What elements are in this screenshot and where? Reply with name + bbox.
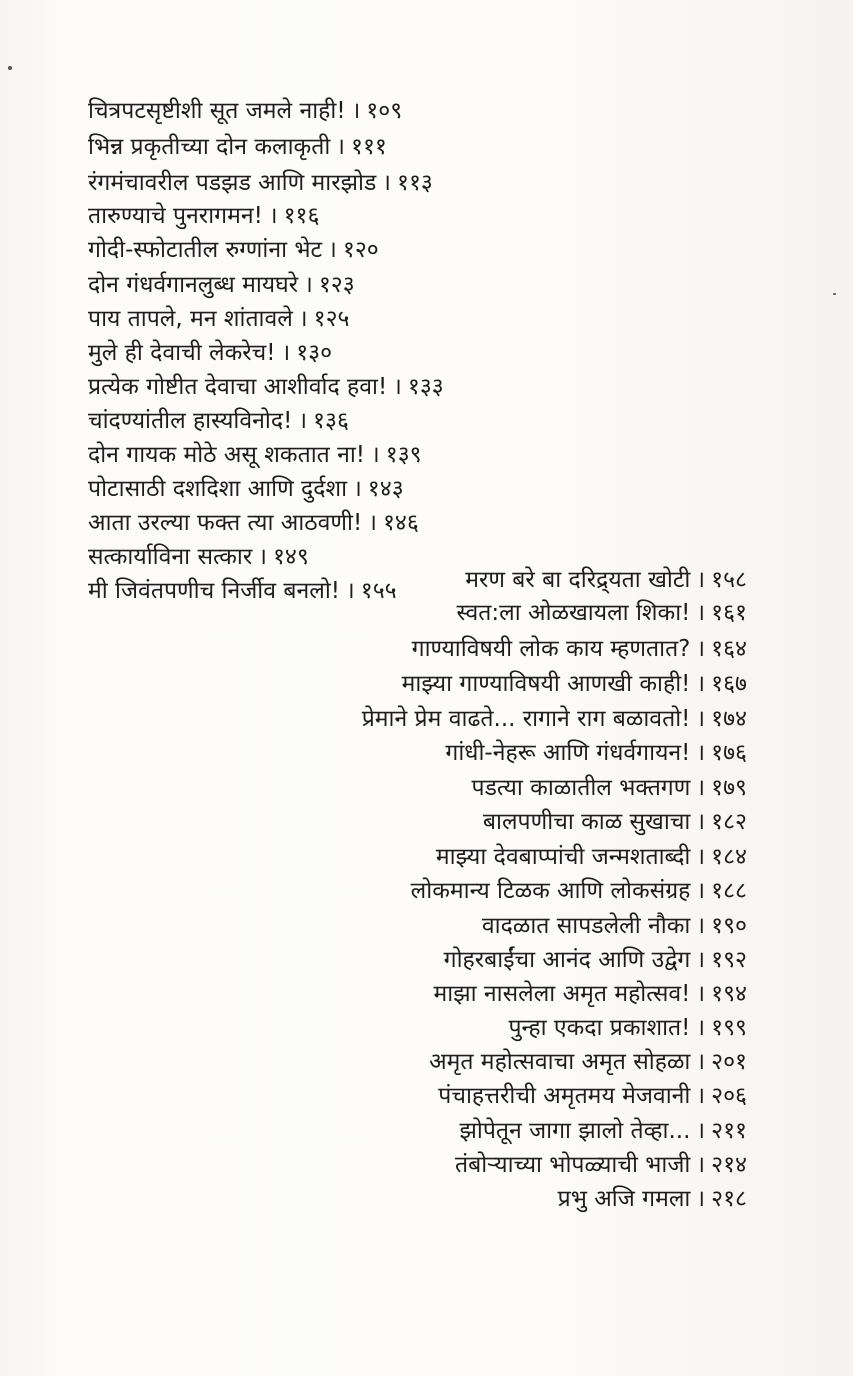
toc-entry: गांधी-नेहरू आणि गंधर्वगायन! । १७६ [445, 740, 747, 766]
toc-entry: पुन्हा एकदा प्रकाशात! । १९९ [508, 1015, 747, 1041]
toc-entry: सत्कार्याविना सत्कार । १४९ [88, 544, 309, 570]
toc-entry: मरण बरे बा दरिद्र्यता खोटी । १५८ [465, 567, 747, 593]
toc-entry: भिन्न प्रकृतीच्या दोन कलाकृती । १११ [88, 134, 387, 160]
toc-entry: पंचाहत्तरीची अमृतमय मेजवानी । २०६ [438, 1083, 747, 1109]
toc-entry: माझा नासलेला अमृत महोत्सव! । १९४ [433, 981, 747, 1007]
toc-entry: वादळात सापडलेली नौका । १९० [481, 913, 747, 939]
toc-entry: लोकमान्य टिळक आणि लोकसंग्रह । १८८ [410, 878, 747, 904]
toc-entry: गाण्याविषयी लोक काय म्हणतात? । १६४ [411, 636, 747, 662]
toc-entry: पडत्या काळातील भक्तगण । १७९ [471, 775, 747, 801]
toc-entry: चांदण्यांतील हास्यविनोद! । १३६ [88, 408, 349, 434]
toc-entry: तंबोऱ्याच्या भोपळ्याची भाजी । २१४ [454, 1152, 747, 1178]
toc-entry: रंगमंचावरील पडझड आणि मारझोड । ११३ [88, 170, 433, 196]
toc-entry: झोपेतून जागा झालो तेव्हा... । २११ [459, 1118, 747, 1144]
toc-entry: बालपणीचा काळ सुखाचा । १८२ [482, 809, 747, 835]
toc-entry: दोन गंधर्वगानलुब्ध मायघरे । १२३ [88, 272, 355, 298]
paper-speck [8, 66, 12, 70]
toc-entry: प्रेमाने प्रेम वाढते... रागाने राग बळावतो! । १७४ [361, 706, 747, 732]
toc-entry: प्रभु अजि गमला । २१८ [557, 1186, 747, 1212]
toc-entry: चित्रपटसृष्टीशी सूत जमले नाही! । १०९ [88, 98, 403, 124]
toc-entry: मी जिवंतपणीच निर्जीव बनलो! । १५५ [88, 578, 397, 604]
toc-entry: गोहरबाईंचा आनंद आणि उद्वेग । १९२ [443, 947, 747, 973]
toc-entry: पाय तापले, मन शांतावले । १२५ [88, 306, 350, 332]
paper-speck [833, 293, 836, 295]
toc-entry: पोटासाठी दशदिशा आणि दुर्दशा । १४३ [88, 476, 404, 502]
toc-entry: माझ्या देवबाप्पांची जन्मशताब्दी । १८४ [435, 844, 747, 870]
toc-entry: तारुण्याचे पुनरागमन! । ११६ [88, 203, 320, 229]
toc-entry: आता उरल्या फक्त त्या आठवणी! । १४६ [88, 510, 419, 536]
toc-entry: गोदी-स्फोटातील रुग्णांना भेट । १२० [88, 237, 379, 263]
toc-entry: दोन गायक मोठे असू शकतात ना! । १३९ [88, 442, 422, 468]
toc-entry: मुले ही देवाची लेकरेच! । १३० [88, 340, 333, 366]
toc-entry: अमृत महोत्सवाचा अमृत सोहळा । २०१ [429, 1049, 747, 1075]
toc-entry: स्वत:ला ओळखायला शिका! । १६१ [456, 600, 747, 626]
toc-entry: माझ्या गाण्याविषयी आणखी काही! । १६७ [401, 671, 747, 697]
toc-entry: प्रत्येक गोष्टीत देवाचा आशीर्वाद हवा! । १३३ [88, 374, 444, 400]
